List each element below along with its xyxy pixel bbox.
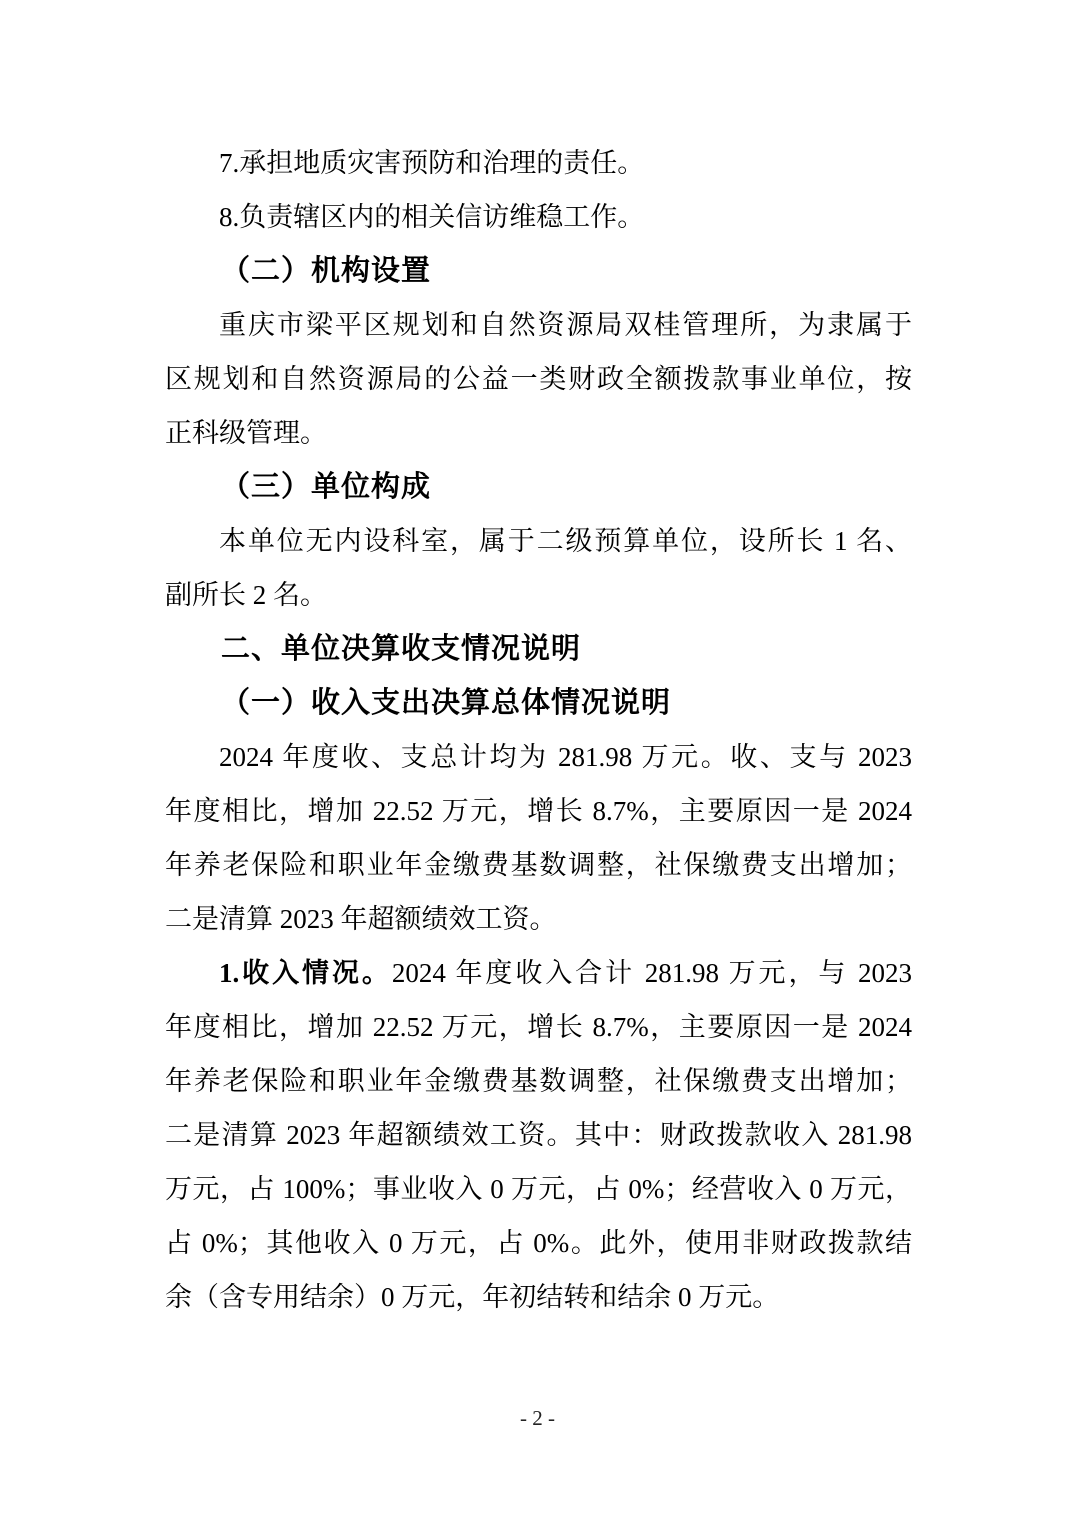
paragraph-org-line: 区规划和自然资源局的公益一类财政全额拨款事业单位，按 [165, 364, 912, 394]
paragraph-total-line: 二是清算 2023 年超额绩效工资。 [165, 904, 557, 934]
paragraph-income-line: 占 0%；其他收入 0 万元，占 0%。此外，使用非财政拨款结 [165, 1228, 912, 1258]
paragraph-unit-line: 副所长 2 名。 [165, 580, 327, 610]
paragraph-income-line [165, 946, 912, 1000]
paragraph-income-line: 二是清算 2023 年超额绩效工资。其中：财政拨款收入 281.98 [165, 1120, 912, 1150]
document-body [165, 136, 912, 1324]
paragraph-total-line: 年度相比，增加 22.52 万元，增长 8.7%，主要原因一是 2024 [165, 796, 912, 826]
section-heading-final-accounts: 二、单位决算收支情况说明 [221, 633, 582, 665]
income-line-text: 2024 年度收入合计 281.98 万元，与 2023 [391, 958, 913, 988]
paragraph-total-line: 2024 年度收、支总计均为 281.98 万元。收、支与 2023 [219, 742, 912, 772]
section-heading-org-setup: （二）机构设置 [221, 255, 432, 287]
paragraph-org-line: 重庆市梁平区规划和自然资源局双桂管理所，为隶属于 [219, 310, 912, 340]
paragraph-income-line: 余（含专用结余）0 万元，年初结转和结余 0 万元。 [165, 1282, 780, 1312]
paragraph-unit-line: 本单位无内设科室，属于二级预算单位，设所长 1 名、 [219, 526, 912, 556]
paragraph-income-line: 年度相比，增加 22.52 万元，增长 8.7%，主要原因一是 2024 [165, 1012, 912, 1042]
list-item-duty-8: 8.负责辖区内的相关信访维稳工作。 [219, 202, 645, 232]
list-item-duty-7: 7.承担地质灾害预防和治理的责任。 [219, 148, 645, 178]
income-bold-lead: 1.收入情况。 [219, 958, 392, 988]
paragraph-income-line: 万元，占 100%；事业收入 0 万元，占 0%；经营收入 0 万元， [165, 1174, 912, 1204]
paragraph-income-line: 年养老保险和职业年金缴费基数调整，社保缴费支出增加； [165, 1066, 912, 1096]
paragraph-org-line: 正科级管理。 [165, 418, 327, 448]
section-heading-unit-composition: （三）单位构成 [221, 471, 432, 503]
paragraph-total-line: 年养老保险和职业年金缴费基数调整，社保缴费支出增加； [165, 850, 912, 880]
section-heading-overall-situation: （一）收入支出决算总体情况说明 [221, 687, 672, 719]
page-number: - 2 - [520, 1406, 555, 1430]
